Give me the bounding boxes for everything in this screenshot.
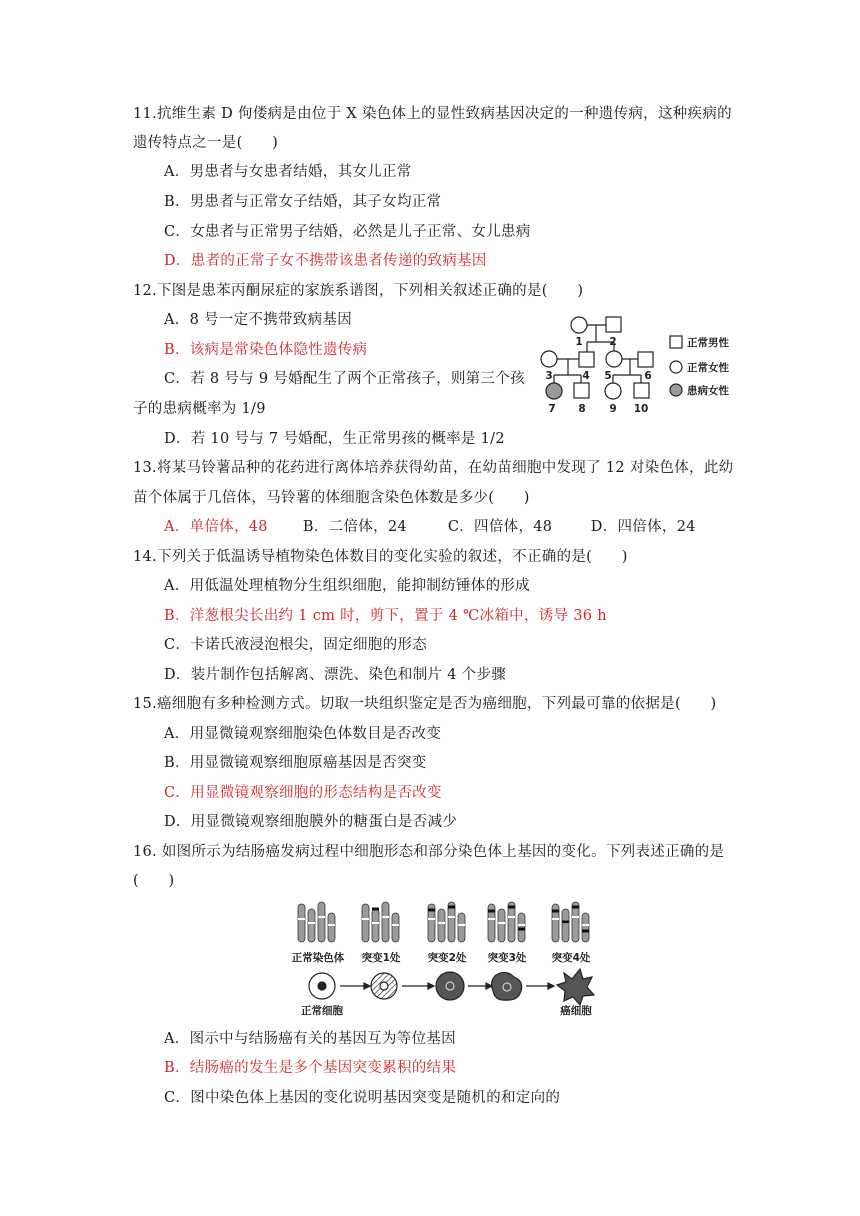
pedigree-number: 10 xyxy=(633,403,649,415)
pedigree-number: 2 xyxy=(609,336,617,348)
legend-filled-circle-icon xyxy=(670,384,682,396)
chromosome-set-mutation-3 xyxy=(488,902,525,942)
q13-option-b: B．二倍体，24 xyxy=(302,519,407,535)
q13-stem-line1: 13.将某马铃薯品种的花药进行离体培养获得幼苗，在幼苗细胞中发现了 12 对染色体，此幼 xyxy=(133,460,734,476)
label-mutation-1: 突变1处 xyxy=(361,952,401,964)
q14-option-d: D．装片制作包括解离、漂洗、染色和制片 4 个步骤 xyxy=(164,667,507,683)
q12-stem: 12.下图是患苯丙酮尿症的家族系谱图，下列相关叙述正确的是( ) xyxy=(133,283,584,299)
cancer-cell-icon xyxy=(557,969,594,1005)
q11-option-c: C．女患者与正常男子结婚，必然是儿子正常、女儿患病 xyxy=(164,224,531,240)
label-cancer-cell: 癌细胞 xyxy=(560,1005,592,1017)
legend-label-normal-male: 正常男性 xyxy=(687,337,729,349)
q11-option-d-answer: D．患者的正常子女不携带该患者传递的致病基因 xyxy=(164,253,487,269)
q12-option-a: A．8 号一定不携带致病基因 xyxy=(164,312,353,328)
q15-option-b: B．用显微镜观察细胞原癌基因是否突变 xyxy=(164,755,427,771)
chromosome-set-normal xyxy=(298,902,335,942)
q16-option-b-answer: B．结肠癌的发生是多个基因突变累积的结果 xyxy=(164,1060,457,1076)
label-normal-cell: 正常细胞 xyxy=(301,1005,343,1017)
legend-circle-icon xyxy=(670,361,682,373)
q14-option-b-answer: B．洋葱根尖长出约 1 cm 时，剪下，置于 4 ℃冰箱中，诱导 36 h xyxy=(164,608,607,624)
pedigree-individual-6 xyxy=(638,352,653,367)
chromosome-set-mutation-2 xyxy=(428,902,465,942)
q15-option-d: D．用显微镜观察细胞膜外的糖蛋白是否减少 xyxy=(164,814,458,830)
q13-option-d: D．四倍体，24 xyxy=(590,519,696,535)
label-mutation-4: 突变4处 xyxy=(551,952,591,964)
chromosome-set-mutation-4 xyxy=(552,902,589,942)
pedigree-number: 8 xyxy=(578,403,586,415)
pedigree-individual-5 xyxy=(606,351,622,367)
colon-cancer-figure xyxy=(292,895,612,1020)
legend-square-icon xyxy=(670,336,682,348)
pedigree-individual-7 xyxy=(546,383,562,399)
legend-label-affected-female: 患病女性 xyxy=(687,385,729,397)
pedigree-individual-8 xyxy=(574,383,589,398)
legend-label-normal-female: 正常女性 xyxy=(687,362,729,374)
q16-stem-line2: ( ) xyxy=(133,873,175,889)
q15-stem: 15.癌细胞有多种检测方式。切取一块组织鉴定是否为癌细胞，下列最可靠的依据是( ) xyxy=(133,696,717,712)
pedigree-number: 3 xyxy=(545,370,553,382)
q16-stem-line1: 16. 如图所示为结肠癌发病过程中细胞形态和部分染色体上基因的变化。下列表述正确的是 xyxy=(133,844,725,860)
pedigree-number: 9 xyxy=(609,403,617,415)
pedigree-number: 1 xyxy=(575,336,583,348)
label-normal-chromosome: 正常染色体 xyxy=(292,952,345,964)
pedigree-individual-4 xyxy=(579,352,594,367)
pedigree-individual-3 xyxy=(541,351,557,367)
pedigree-individual-10 xyxy=(634,383,649,398)
q13-stem-line2: 苗个体属于几倍体，马铃薯的体细胞含染色体数是多少( ) xyxy=(133,490,530,506)
pedigree-number: 7 xyxy=(548,403,556,415)
pedigree-chart xyxy=(530,312,750,420)
pedigree-number: 6 xyxy=(644,370,652,382)
pedigree-individual-9 xyxy=(605,383,621,399)
chromosome-set-mutation-1 xyxy=(362,902,399,942)
q15-option-c-answer: C．用显微镜观察细胞的形态结构是否改变 xyxy=(164,785,442,801)
q12-option-b-answer: B．该病是常染色体隐性遗传病 xyxy=(164,342,368,358)
pedigree-number: 4 xyxy=(582,370,590,382)
q16-option-c: C．图中染色体上基因的变化说明基因突变是随机的和定向的 xyxy=(164,1090,561,1106)
q14-option-a: A．用低温处理植物分生组织细胞，能抑制纺锤体的形成 xyxy=(164,578,530,594)
label-mutation-2: 突变2处 xyxy=(427,952,467,964)
q12-option-c-line2: 子的患病概率为 1/9 xyxy=(133,401,266,417)
q15-option-a: A．用显微镜观察细胞染色体数目是否改变 xyxy=(164,726,442,742)
q11-option-b: B．男患者与正常女子结婚，其子女均正常 xyxy=(164,194,442,210)
q12-option-c-line1: C．若 8 号与 9 号婚配生了两个正常孩子，则第三个孩 xyxy=(164,371,525,387)
pedigree-individual-1 xyxy=(571,317,587,333)
pedigree-number: 5 xyxy=(604,370,612,382)
q13-option-c: C．四倍体，48 xyxy=(447,519,553,535)
q14-stem: 14.下列关于低温诱导植物染色体数目的变化实验的叙述，不正确的是( ) xyxy=(133,549,628,565)
q11-stem-line1: 11.抗维生素 D 佝偻病是由位于 X 染色体上的显性致病基因决定的一种遗传病，这种疾病的 xyxy=(133,106,732,122)
q11-option-a: A．男患者与女患者结婚，其女儿正常 xyxy=(164,164,412,180)
q13-option-a-answer: A．单倍体，48 xyxy=(164,519,268,535)
q16-option-a: A．图示中与结肠癌有关的基因互为等位基因 xyxy=(164,1031,456,1047)
q13-options-row xyxy=(164,517,696,537)
q14-option-c: C．卡诺氏液浸泡根尖，固定细胞的形态 xyxy=(164,637,427,653)
pedigree-individual-2 xyxy=(606,317,621,332)
label-mutation-3: 突变3处 xyxy=(487,952,527,964)
q12-option-d: D．若 10 号与 7 号婚配，生正常男孩的概率是 1/2 xyxy=(164,431,505,447)
q11-stem-line2: 遗传特点之一是( ) xyxy=(133,135,279,151)
